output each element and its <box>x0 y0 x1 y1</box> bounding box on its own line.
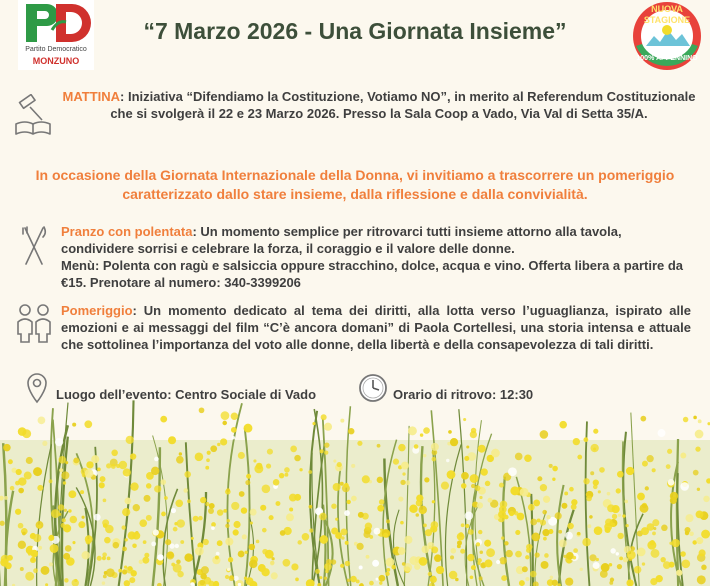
pd-monzuno-logo <box>18 0 94 70</box>
pd-logo-subtitle: Partito Democratico <box>25 46 87 53</box>
intro-paragraph: In occasione della Giornata Internazionale della Donna, vi invitiamo a trascorrere un pomeriggio caratterizzato dallo stare insieme, dalla riflessione e dalla convivialità. <box>35 167 675 202</box>
fork-knife-icon <box>20 224 48 268</box>
pranzo-paragraph <box>61 223 691 291</box>
pomeriggio-text: : Un momento dedicato al tema dei diritti, alla lotta verso l’uguaglianza, ispirato alle emozioni e ai messaggi del film “C’è ancora domani” di Paola Cortellesi, una storia intensa e attuale che sottolinea l’importanza del voto alle donne, della libertà e della consapevolezza di tali diritti. <box>61 303 691 352</box>
gavel-book-icon <box>12 94 54 138</box>
pomeriggio-paragraph <box>61 302 691 353</box>
pd-logo-mark <box>18 0 94 46</box>
pd-logo-location: MONZUNO <box>32 56 80 66</box>
nuova-logo-word1: NUOVA <box>651 4 683 14</box>
nuova-stagione-logo <box>628 0 706 72</box>
pranzo-text: : Un momento semplice per ritrovarci tutti insieme attorno alla tavola, condividere sorrisi e celebrare la forza, il coraggio e il valore delle donne. <box>61 224 622 256</box>
mattina-text: : Iniziativa “Difendiamo la Costituzione, Votiamo NO”, in merito al Referendum Costituzionale che si svolgerà il 22 e 23 Marzo 2026. Presso la Sala Coop a Vado, Via Val di Setta 35/A. <box>110 89 696 121</box>
page-title: “7 Marzo 2026 - Una Giornata Insieme” <box>143 18 567 44</box>
nuova-logo-word2: STAGIONE <box>643 15 691 25</box>
nuova-logo-tagline: 100% APPENNINO <box>636 55 698 62</box>
mattina-paragraph <box>54 88 704 122</box>
mimosa-flowers-decoration <box>0 380 710 586</box>
meeting-time: Orario di ritrovo: 12:30 <box>393 387 534 402</box>
pranzo-label: Pranzo con polentata <box>61 224 193 239</box>
event-location: Luogo dell’evento: Centro Sociale di Vado <box>56 387 317 402</box>
mattina-label: MATTINA <box>62 89 121 104</box>
pranzo-menu: Menù: Polenta con ragù e salsiccia oppure stracchino, dolce, acqua e vino. Offerta libera a partire da €15. Prenotare al numero: 340-3399206 <box>61 258 684 290</box>
pomeriggio-label: Pomeriggio <box>61 303 133 318</box>
people-icon <box>14 302 54 344</box>
